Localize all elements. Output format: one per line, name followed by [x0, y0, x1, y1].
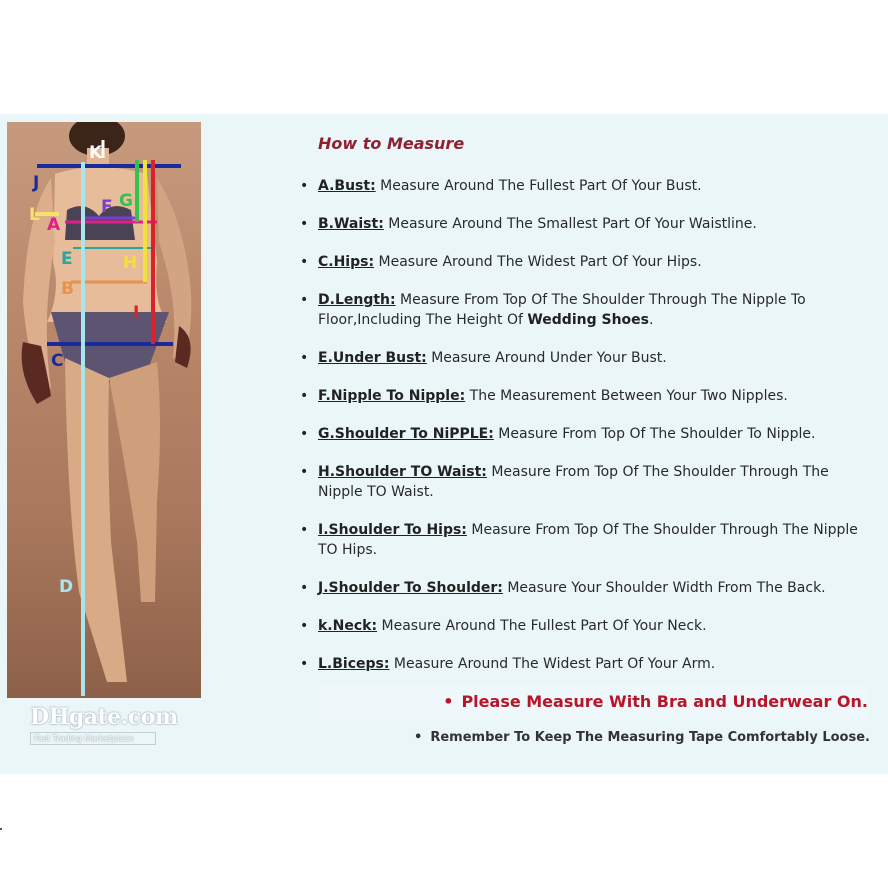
label-f: F: [101, 197, 113, 217]
item-desc: Measure From Top Of The Shoulder To Nipple.: [493, 426, 816, 442]
label-j: J: [33, 173, 40, 193]
item-desc-bold: Wedding Shoes: [527, 312, 649, 328]
item-term: A.Bust:: [318, 178, 376, 194]
underwear-notice: [320, 684, 868, 720]
body-measurement-diagram: [7, 122, 201, 698]
item-term: L.Biceps:: [318, 656, 390, 672]
label-e: E: [61, 249, 73, 269]
bullet-icon: •: [300, 216, 309, 232]
label-l: L: [29, 205, 40, 225]
bullet-icon: •: [300, 350, 309, 366]
item-term: J.Shoulder To Shoulder:: [318, 580, 503, 596]
item-term: H.Shoulder TO Waist:: [318, 464, 487, 480]
label-b: B: [61, 279, 74, 299]
list-item-nipple-to-nipple: [300, 386, 875, 406]
item-desc: Measure From Top Of The Shoulder Through The Nipple TO Hips.: [318, 522, 858, 558]
list-item-bust: [300, 176, 875, 196]
bullet-icon: •: [300, 656, 309, 672]
list-item-under-bust: [300, 348, 875, 368]
page-title: How to Measure: [318, 134, 465, 153]
notice-text: Please Measure With Bra and Underwear On.: [461, 692, 868, 711]
item-desc: Measure Your Shoulder Width From The Back.: [502, 580, 826, 596]
item-desc: Measure From Top Of The Shoulder Through The Nipple To Floor,Including The Height Of: [318, 292, 806, 328]
list-item-waist: [300, 214, 875, 234]
item-desc: Measure Around The Fullest Part Of Your Neck.: [377, 618, 707, 634]
item-term: I.Shoulder To Hips:: [318, 522, 467, 538]
label-d: D: [59, 577, 74, 597]
bullet-icon: •: [300, 426, 309, 442]
reminder-text: Remember To Keep The Measuring Tape Comfortably Loose.: [430, 730, 870, 745]
item-term: B.Waist:: [318, 216, 384, 232]
item-desc: Measure Around The Smallest Part Of Your Waistline.: [383, 216, 757, 232]
bullet-icon: •: [300, 178, 309, 194]
label-i: I: [133, 303, 140, 323]
bullet-icon: •: [300, 254, 309, 270]
bullet-icon: •: [300, 618, 309, 634]
item-desc: Measure Around The Fullest Part Of Your Bust.: [375, 178, 702, 194]
dhgate-watermark-logo: [30, 704, 178, 745]
item-desc-end: .: [648, 312, 654, 328]
list-item-neck: [300, 616, 875, 636]
watermark-brand: DHgate.com: [30, 704, 178, 730]
label-k: K: [89, 143, 103, 163]
bullet-icon: •: [300, 580, 309, 596]
item-desc: Measure From Top Of The Shoulder Through The Nipple TO Waist.: [318, 464, 829, 500]
bullet-icon: •: [300, 464, 309, 480]
item-term: F.Nipple To Nipple:: [318, 388, 466, 404]
label-a: A: [47, 215, 61, 235]
label-c: C: [51, 351, 64, 371]
item-desc: Measure Around Under Your Bust.: [426, 350, 667, 366]
item-term: E.Under Bust:: [318, 350, 427, 366]
item-term: D.Length:: [318, 292, 396, 308]
list-item-shoulder-to-waist: [300, 462, 875, 502]
tape-reminder: [414, 730, 870, 745]
figure-right-leg: [109, 362, 160, 602]
list-item-shoulder-to-nipple: [300, 424, 875, 444]
list-item-length: [300, 290, 875, 330]
item-desc: Measure Around The Widest Part Of Your Hips.: [374, 254, 702, 270]
watermark-tagline: Fast Trading Marketplace: [30, 732, 156, 745]
notice-bullet-icon: •: [443, 692, 454, 711]
reminder-bullet-icon: •: [414, 730, 423, 745]
list-item-shoulder-to-hips: [300, 520, 875, 560]
list-item-hips: [300, 252, 875, 272]
label-g: G: [119, 191, 133, 211]
stray-dot: [0, 828, 2, 830]
item-term: G.Shoulder To NiPPLE:: [318, 426, 494, 442]
label-h: H: [123, 253, 138, 273]
list-item-biceps: [300, 654, 875, 674]
bullet-icon: •: [300, 292, 309, 308]
item-term: C.Hips:: [318, 254, 375, 270]
item-term: k.Neck:: [318, 618, 378, 634]
bullet-icon: •: [300, 388, 309, 404]
bullet-icon: •: [300, 522, 309, 538]
list-item-shoulder-to-shoulder: [300, 578, 875, 598]
item-desc: Measure Around The Widest Part Of Your Arm.: [389, 656, 716, 672]
item-desc: The Measurement Between Your Two Nipples.: [465, 388, 788, 404]
measurement-list: [300, 176, 875, 692]
